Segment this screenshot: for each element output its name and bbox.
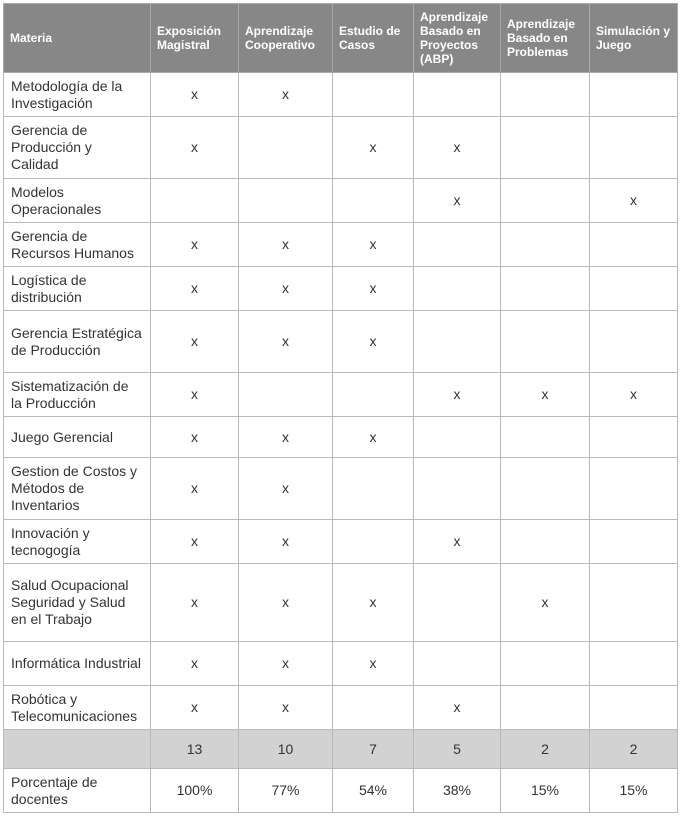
mark-cell xyxy=(333,179,414,223)
mark-cell: x xyxy=(151,267,239,311)
percentage-label: Porcentaje de docentes xyxy=(4,769,151,813)
mark-cell: x xyxy=(590,373,678,417)
total-value: 10 xyxy=(239,730,333,769)
subject-name: Gerencia Estratégica de Producción xyxy=(4,311,151,373)
subject-name: Gestion de Costos y Métodos de Inventarios xyxy=(4,458,151,520)
header-abp: Aprendizaje Basado en Proyectos (ABP) xyxy=(414,4,501,73)
subject-name: Sistematización de la Producción xyxy=(4,373,151,417)
mark-cell: x xyxy=(333,117,414,179)
mark-cell: x xyxy=(414,686,501,730)
mark-cell xyxy=(414,642,501,686)
totals-label xyxy=(4,730,151,769)
table-row xyxy=(4,520,678,564)
percentage-row xyxy=(4,769,678,813)
mark-cell xyxy=(414,267,501,311)
mark-cell: x xyxy=(333,311,414,373)
table-row xyxy=(4,458,678,520)
mark-cell: x xyxy=(151,417,239,458)
total-value: 2 xyxy=(590,730,678,769)
mark-cell xyxy=(590,520,678,564)
table-row xyxy=(4,417,678,458)
mark-cell xyxy=(333,686,414,730)
mark-cell xyxy=(414,73,501,117)
header-row xyxy=(4,4,678,73)
mark-cell xyxy=(590,458,678,520)
mark-cell xyxy=(590,564,678,642)
mark-cell xyxy=(590,686,678,730)
mark-cell: x xyxy=(151,73,239,117)
mark-cell: x xyxy=(239,311,333,373)
percentage-value: 77% xyxy=(239,769,333,813)
mark-cell xyxy=(501,179,590,223)
total-value: 2 xyxy=(501,730,590,769)
total-value: 5 xyxy=(414,730,501,769)
mark-cell xyxy=(590,267,678,311)
mark-cell xyxy=(501,458,590,520)
table-row xyxy=(4,564,678,642)
mark-cell: x xyxy=(239,417,333,458)
subject-name: Robótica y Telecomunicaciones xyxy=(4,686,151,730)
mark-cell: x xyxy=(333,642,414,686)
mark-cell: x xyxy=(151,458,239,520)
subject-name: Logística de distribución xyxy=(4,267,151,311)
mark-cell xyxy=(590,73,678,117)
mark-cell: x xyxy=(414,117,501,179)
mark-cell xyxy=(501,520,590,564)
percentage-value: 38% xyxy=(414,769,501,813)
mark-cell: x xyxy=(239,223,333,267)
header-simulacion-juego: Simulación y Juego xyxy=(590,4,678,73)
mark-cell xyxy=(414,417,501,458)
mark-cell: x xyxy=(151,520,239,564)
subject-name: Innovación y tecnogogía xyxy=(4,520,151,564)
percentage-value: 100% xyxy=(151,769,239,813)
mark-cell xyxy=(239,117,333,179)
totals-row xyxy=(4,730,678,769)
mark-cell: x xyxy=(239,642,333,686)
mark-cell xyxy=(333,458,414,520)
mark-cell xyxy=(590,311,678,373)
mark-cell xyxy=(414,564,501,642)
table-row xyxy=(4,686,678,730)
header-exposicion-magistral: Exposición Magistral xyxy=(151,4,239,73)
mark-cell xyxy=(333,73,414,117)
mark-cell: x xyxy=(239,520,333,564)
mark-cell xyxy=(239,373,333,417)
mark-cell xyxy=(239,179,333,223)
total-value: 7 xyxy=(333,730,414,769)
mark-cell xyxy=(501,223,590,267)
table-row xyxy=(4,642,678,686)
header-aprendizaje-cooperativo: Aprendizaje Cooperativo xyxy=(239,4,333,73)
total-value: 13 xyxy=(151,730,239,769)
mark-cell: x xyxy=(239,458,333,520)
mark-cell: x xyxy=(151,117,239,179)
mark-cell xyxy=(590,642,678,686)
mark-cell xyxy=(590,117,678,179)
mark-cell xyxy=(414,223,501,267)
mark-cell: x xyxy=(239,73,333,117)
mark-cell xyxy=(501,642,590,686)
mark-cell xyxy=(501,311,590,373)
table-row xyxy=(4,223,678,267)
mark-cell: x xyxy=(590,179,678,223)
subject-name: Gerencia de Producción y Calidad xyxy=(4,117,151,179)
table-row xyxy=(4,73,678,117)
mark-cell: x xyxy=(414,179,501,223)
mark-cell xyxy=(501,686,590,730)
mark-cell: x xyxy=(414,520,501,564)
mark-cell: x xyxy=(333,564,414,642)
table-row xyxy=(4,311,678,373)
mark-cell xyxy=(414,458,501,520)
subject-name: Metodología de la Investigación xyxy=(4,73,151,117)
mark-cell: x xyxy=(239,267,333,311)
subject-name: Gerencia de Recursos Humanos xyxy=(4,223,151,267)
mark-cell xyxy=(333,520,414,564)
mark-cell: x xyxy=(333,267,414,311)
header-aprendizaje-problemas: Aprendizaje Basado en Problemas xyxy=(501,4,590,73)
mark-cell xyxy=(333,373,414,417)
mark-cell: x xyxy=(151,311,239,373)
header-estudio-de-casos: Estudio de Casos xyxy=(333,4,414,73)
mark-cell xyxy=(414,311,501,373)
methodology-table xyxy=(3,3,678,813)
mark-cell xyxy=(501,267,590,311)
mark-cell: x xyxy=(501,373,590,417)
subject-name: Informática Industrial xyxy=(4,642,151,686)
percentage-value: 54% xyxy=(333,769,414,813)
mark-cell: x xyxy=(333,417,414,458)
table-row xyxy=(4,267,678,311)
mark-cell: x xyxy=(239,564,333,642)
mark-cell: x xyxy=(151,686,239,730)
subject-name: Modelos Operacionales xyxy=(4,179,151,223)
mark-cell: x xyxy=(151,223,239,267)
mark-cell: x xyxy=(414,373,501,417)
mark-cell: x xyxy=(333,223,414,267)
mark-cell xyxy=(501,73,590,117)
mark-cell xyxy=(501,417,590,458)
mark-cell: x xyxy=(151,642,239,686)
subject-name: Juego Gerencial xyxy=(4,417,151,458)
mark-cell xyxy=(151,179,239,223)
table-row xyxy=(4,179,678,223)
mark-cell xyxy=(590,417,678,458)
percentage-value: 15% xyxy=(590,769,678,813)
mark-cell: x xyxy=(239,686,333,730)
subject-name: Salud Ocupacional Seguridad y Salud en el Trabajo xyxy=(4,564,151,642)
mark-cell: x xyxy=(501,564,590,642)
percentage-value: 15% xyxy=(501,769,590,813)
table-row xyxy=(4,373,678,417)
header-materia: Materia xyxy=(4,4,151,73)
mark-cell: x xyxy=(151,373,239,417)
table-row xyxy=(4,117,678,179)
mark-cell: x xyxy=(151,564,239,642)
mark-cell xyxy=(501,117,590,179)
mark-cell xyxy=(590,223,678,267)
